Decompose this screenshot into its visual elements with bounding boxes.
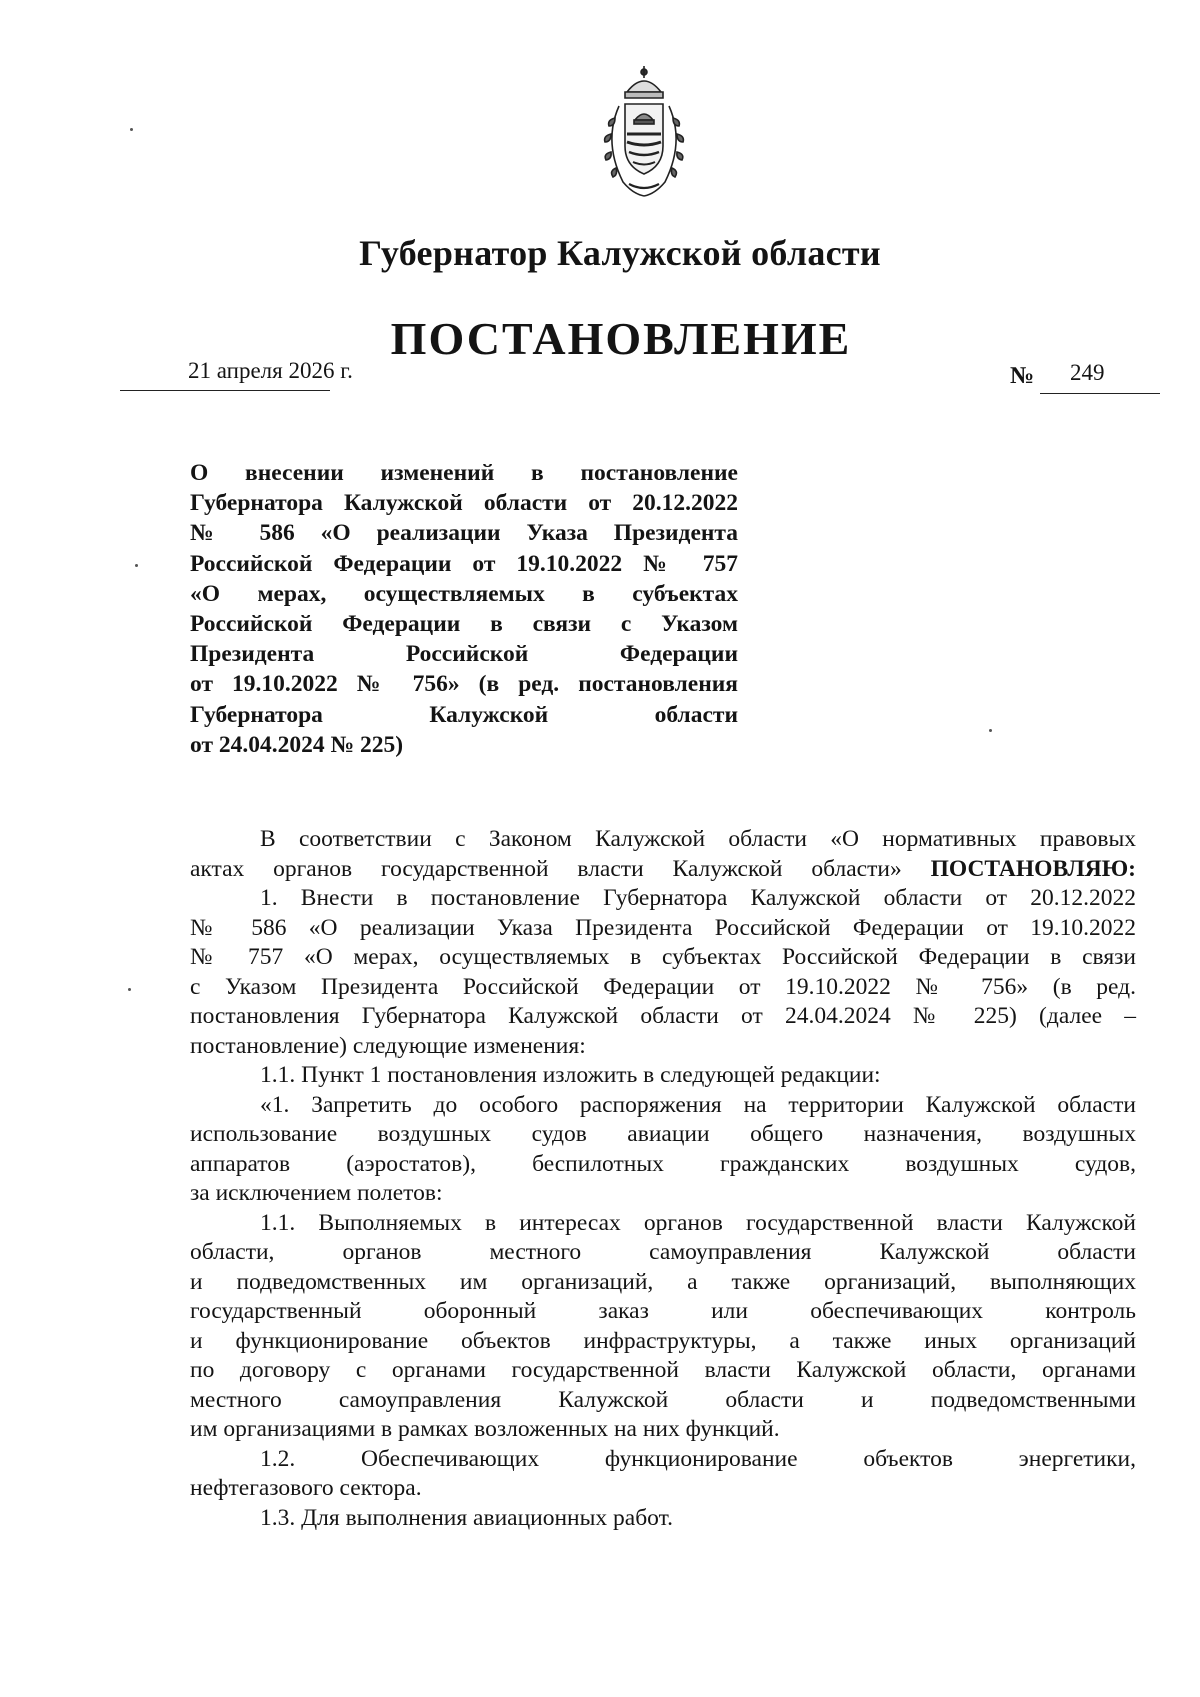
issuing-authority: Губернатор Калужской области — [359, 233, 881, 273]
body-line: местного самоуправления Калужской области и подведомственными — [190, 1386, 1136, 1413]
preamble-line — [190, 855, 1136, 885]
scan-speck — [128, 988, 131, 991]
body-line: аппаратов (аэростатов), беспилотных гражданских воздушных судов, — [190, 1150, 1136, 1177]
subject-line: О внесении изменений в постановление — [190, 460, 738, 486]
body-line: им организациями в рамках возложенных на них функций. — [190, 1416, 780, 1442]
body-line: 1.3. Для выполнения авиационных работ. — [260, 1504, 673, 1531]
document-subject — [190, 458, 738, 760]
body-line: «1. Запретить до особого распоряжения на территории Калужской области — [260, 1091, 1136, 1118]
body-line: постановление) следующие изменения: — [190, 1032, 586, 1059]
date-field — [120, 358, 353, 391]
subject-line: Российской Федерации от 19.10.2022 № 757 — [190, 550, 738, 577]
body-line: 1. Внести в постановление Губернатора Калужской области от 20.12.2022 — [260, 885, 1136, 911]
body-line: и функционирование объектов инфраструктуры, а также иных организаций — [190, 1327, 1136, 1354]
preamble-text: актах органов государственной власти Калужской области» — [190, 855, 902, 882]
number-field — [1040, 360, 1160, 394]
number-label: № — [1010, 363, 1035, 389]
body-line: 1.2. Обеспечивающих функционирование объектов энергетики, — [260, 1445, 1136, 1472]
scan-speck — [135, 564, 138, 567]
body-line: № 757 «О мерах, осуществляемых в субъектах Российской Федерации в связи — [190, 944, 1136, 970]
subject-line: № 586 «О реализации Указа Президента — [190, 520, 738, 547]
body-line: государственный оборонный заказ или обеспечивающих контроль — [190, 1298, 1136, 1324]
subject-line: «О мерах, осуществляемых в субъектах — [190, 580, 738, 607]
kaluga-coat-of-arms-icon — [589, 62, 699, 202]
body-line: использование воздушных судов авиации общего назначения, воздушных — [190, 1121, 1136, 1147]
body-line: и подведомственных им организаций, а также организаций, выполняющих — [190, 1268, 1136, 1295]
document-date: 21 апреля 2026 г. — [188, 358, 353, 383]
body-line: по договору с органами государственной власти Калужской области, органами — [190, 1357, 1136, 1383]
subject-line: от 19.10.2022 № 756» (в ред. постановления — [190, 671, 738, 698]
body-line: 1.1. Пункт 1 постановления изложить в следующей редакции: — [260, 1062, 881, 1088]
body-line: № 586 «О реализации Указа Президента Российской Федерации от 19.10.2022 — [190, 914, 1136, 941]
subject-line: Президента Российской Федерации — [190, 641, 738, 668]
body-line: постановления Губернатора Калужской области от 24.04.2024 № 225) (далее – — [190, 1003, 1136, 1029]
body-line: с Указом Президента Российской Федерации от 19.10.2022 № 756» (в ред. — [190, 973, 1136, 1000]
document-body — [190, 825, 1136, 1533]
subject-line: от 24.04.2024 № 225) — [190, 731, 404, 758]
resolve-keyword: ПОСТАНОВЛЯЮ: — [930, 855, 1136, 882]
body-line: области, органов местного самоуправления Калужской области — [190, 1239, 1136, 1265]
document-type-title: ПОСТАНОВЛЕНИЕ — [390, 313, 852, 364]
body-line: за исключением полетов: — [190, 1180, 443, 1206]
preamble-line: В соответствии с Законом Калужской области «О нормативных правовых — [260, 826, 1136, 852]
document-number: 249 — [1070, 360, 1105, 385]
body-line: нефтегазового сектора. — [190, 1475, 422, 1501]
subject-line: Губернатора Калужской области — [190, 701, 738, 728]
scan-speck — [130, 128, 133, 131]
scan-speck — [989, 729, 992, 732]
body-line: 1.1. Выполняемых в интересах органов государственной власти Калужской — [260, 1209, 1136, 1236]
subject-line: Российской Федерации в связи с Указом — [190, 611, 738, 638]
subject-line: Губернатора Калужской области от 20.12.2022 — [190, 490, 738, 517]
